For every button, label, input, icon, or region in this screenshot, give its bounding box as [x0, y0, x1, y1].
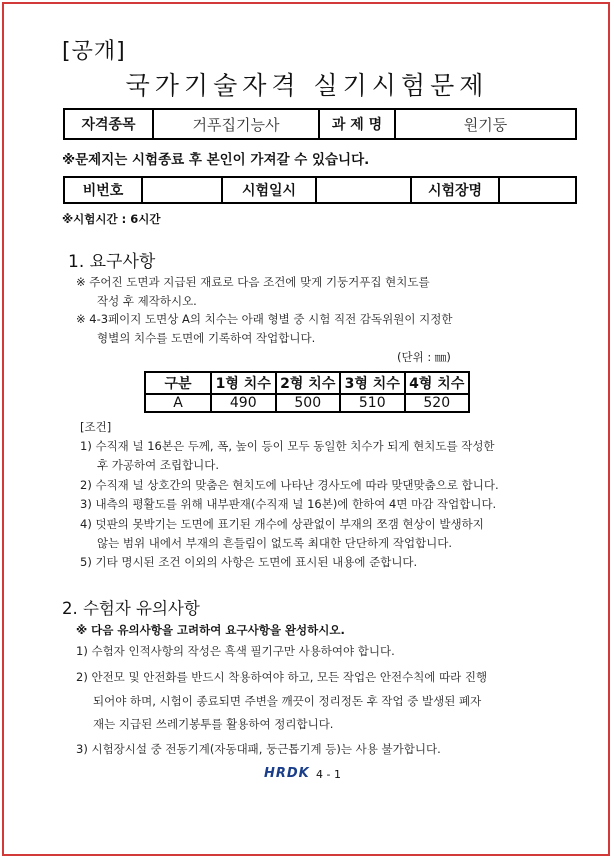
dim-cell: 490: [211, 394, 276, 412]
section1-heading: 1. 요구사항: [68, 252, 156, 272]
condition-5: 5) 기타 명시된 조건 이외의 사항은 도면에 표시된 내용에 준합니다.: [80, 555, 418, 569]
date-label: 시험일시: [222, 177, 316, 203]
conditions-label: [조건]: [80, 420, 112, 434]
condition-2: 2) 수직재 널 상호간의 맞춤은 현치도에 나타난 경사도에 따라 맞댄맞춤으로 합니다.: [80, 478, 499, 492]
dim-cell: 510: [340, 394, 405, 412]
dim-header: 2형 치수: [276, 372, 341, 394]
condition-4-line2: 않는 범위 내에서 부재의 흔들림이 없도록 최대한 단단하게 작업합니다.: [97, 536, 453, 550]
document-title: 국가기술자격 실기시험문제: [125, 71, 489, 100]
req-bullet1-line2: 작성 후 제작하시오.: [97, 294, 197, 308]
condition-1-line2: 후 가공하여 조립합니다.: [97, 458, 220, 472]
date-field[interactable]: [316, 177, 411, 203]
dim-header: 1형 치수: [211, 372, 276, 394]
dim-cell: A: [145, 394, 211, 412]
qualification-table: [63, 108, 577, 140]
place-label: 시험장명: [411, 177, 499, 203]
dimension-table: [144, 371, 470, 413]
dim-header: 3형 치수: [340, 372, 405, 394]
dim-header: 구분: [145, 372, 211, 394]
qualification-value: 거푸집기능사: [153, 109, 319, 139]
task-label: 과 제 명: [319, 109, 395, 139]
section2-lead: ※ 다음 유의사항을 고려하여 요구사항을 완성하시오.: [76, 623, 345, 637]
dim-cell: 500: [276, 394, 341, 412]
condition-4-line1: 4) 덧판의 못박기는 도면에 표기된 개수에 상관없이 부재의 쪼갬 현상이 발생하지: [80, 517, 484, 531]
id-label: 비번호: [64, 177, 142, 203]
qualification-label: 자격종목: [64, 109, 153, 139]
id-field[interactable]: [142, 177, 222, 203]
req-bullet1-line1: ※ 주어진 도면과 지급된 재료로 다음 조건에 맞게 기둥거푸집 현치도를: [76, 275, 430, 289]
req-bullet2-line1: ※ 4-3페이지 도면상 A의 치수는 아래 형별 중 시험 직전 감독위원이 지정한: [76, 312, 453, 326]
dim-cell: 520: [405, 394, 470, 412]
caution-2-line2: 되어야 하며, 시험이 종료되면 주변을 깨끗이 정리정돈 후 작업 중 발생된 폐자: [93, 694, 482, 708]
unit-label: (단위 : ㎜): [397, 350, 451, 364]
section2-heading: 2. 수험자 유의사항: [62, 599, 200, 618]
task-value: 원기둥: [395, 109, 576, 139]
caution-3: 3) 시험장시설 중 전동기계(자동대패, 둥근톱기계 등)는 사용 불가합니다.: [76, 742, 441, 756]
condition-3: 3) 내측의 평활도를 위해 내부판재(수직재 널 16본)에 한하여 4면 마감 작업합니다.: [80, 497, 497, 511]
req-bullet2-line2: 형별의 치수를 도면에 기록하여 작업합니다.: [97, 331, 316, 345]
caution-2-line3: 재는 지급된 쓰레기봉투를 활용하여 정리합니다.: [93, 717, 334, 731]
hrdk-logo: HRDK: [264, 766, 310, 781]
caution-1: 1) 수험자 인적사항의 작성은 흑색 필기구만 사용하여야 합니다.: [76, 644, 395, 658]
exam-info-table: [63, 176, 577, 204]
place-field[interactable]: [499, 177, 576, 203]
exam-time: ※시험시간 : 6시간: [62, 212, 161, 226]
public-label: [공개]: [62, 39, 126, 64]
dim-header: 4형 치수: [405, 372, 470, 394]
condition-1-line1: 1) 수직재 널 16본은 두께, 폭, 높이 등이 모두 동일한 치수가 되게 현치도를 작성한: [80, 439, 495, 453]
page-number: 4 - 1: [316, 768, 341, 781]
take-home-notice: ※문제지는 시험종료 후 본인이 가져갈 수 있습니다.: [62, 152, 370, 168]
caution-2-line1: 2) 안전모 및 안전화를 반드시 착용하여야 하고, 모든 작업은 안전수칙에 따라 진행: [76, 670, 488, 684]
